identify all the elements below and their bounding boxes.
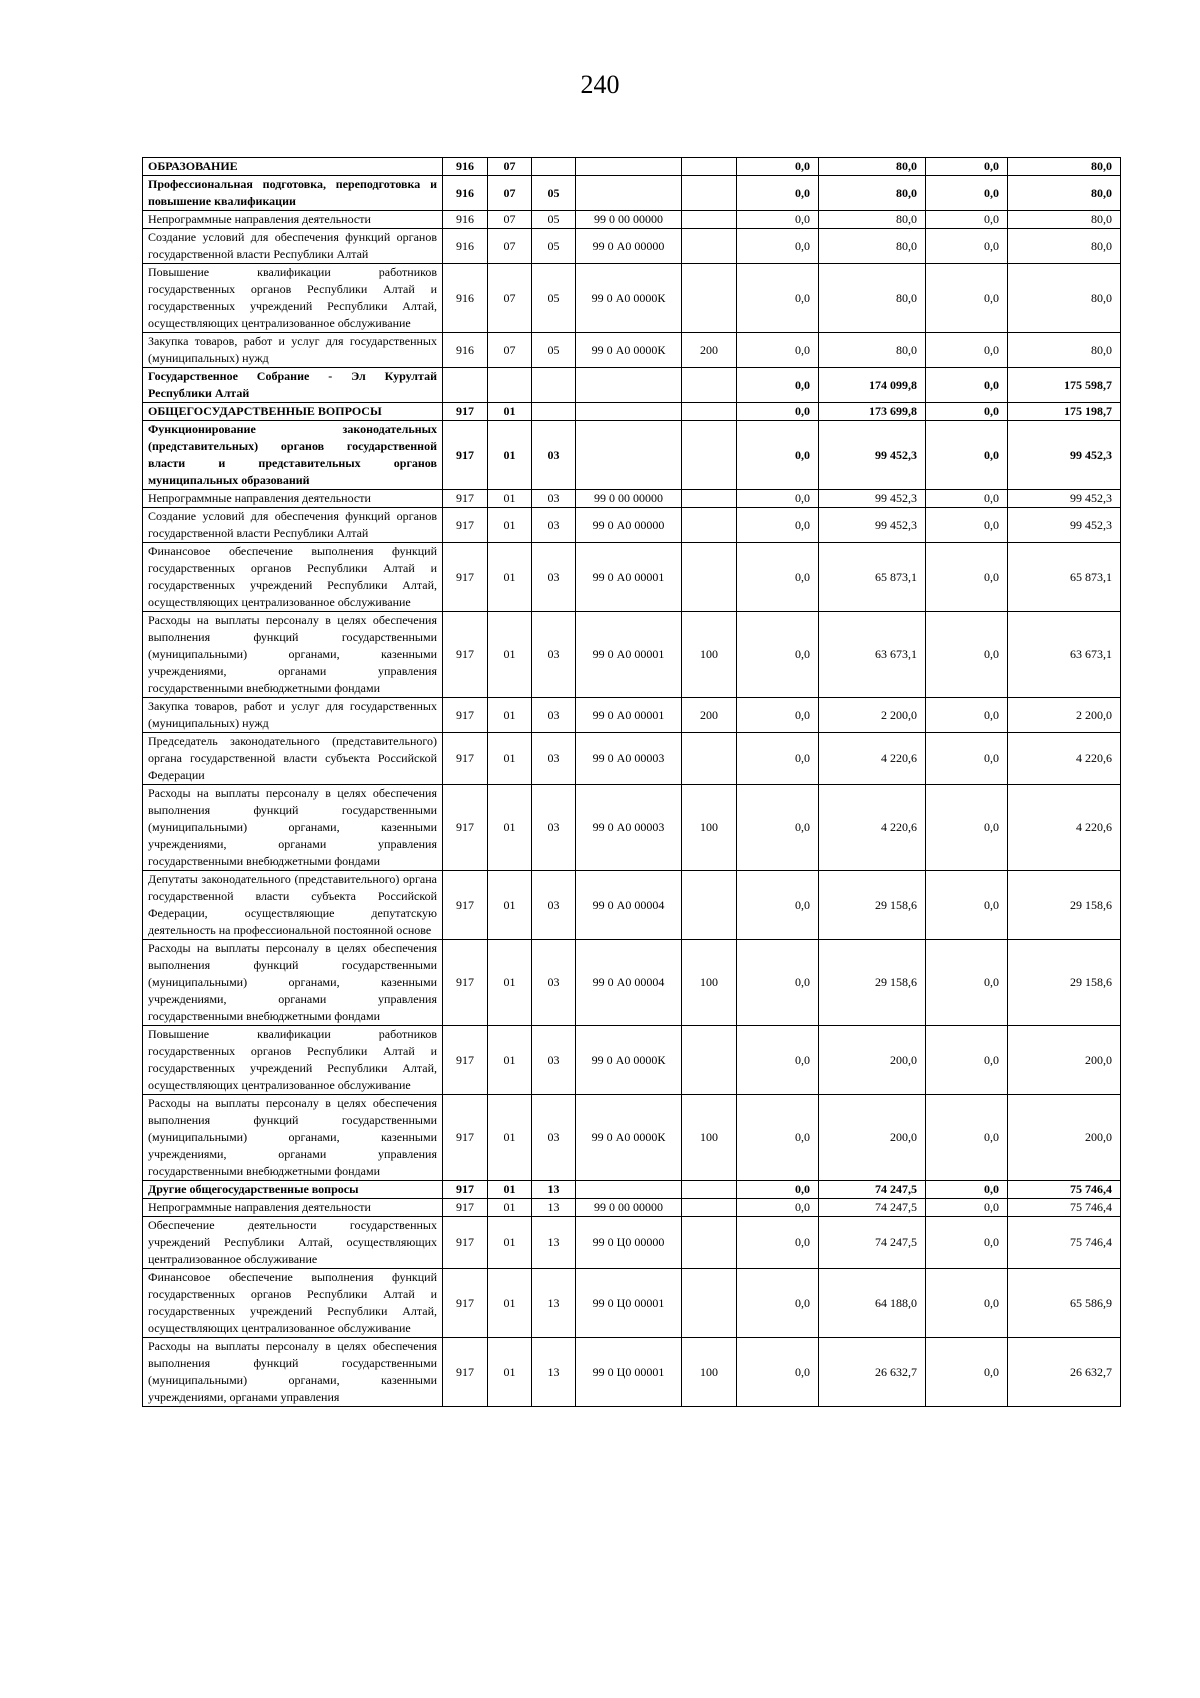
row-name: Создание условий для обеспечения функций органов государственной власти Республики Алтай bbox=[143, 229, 443, 264]
amount-col-3: 0,0 bbox=[926, 229, 1008, 264]
row-name: ОБЩЕГОСУДАРСТВЕННЫЕ ВОПРОСЫ bbox=[143, 403, 443, 421]
amount-col-1: 0,0 bbox=[737, 543, 819, 612]
admin-code: 917 bbox=[443, 1199, 488, 1217]
amount-col-2: 200,0 bbox=[819, 1026, 926, 1095]
amount-col-4: 65 873,1 bbox=[1008, 543, 1121, 612]
row-name: Закупка товаров, работ и услуг для государственных (муниципальных) нужд bbox=[143, 698, 443, 733]
row-name: Расходы на выплаты персоналу в целях обеспечения выполнения функций государственными (муниципальными) органами, казенными учреждениями, органами управления государственными внебюджетными фондами bbox=[143, 785, 443, 871]
row-name: Расходы на выплаты персоналу в целях обеспечения выполнения функций государственными (муниципальными) органами, казенными учреждениями, органами управления государственными внебюджетными фондами bbox=[143, 1095, 443, 1181]
section-code: 01 bbox=[488, 612, 532, 698]
row-name: Расходы на выплаты персоналу в целях обеспечения выполнения функций государственными (муниципальными) органами, казенными учреждениями, органами управления государственными внебюджетными фондами bbox=[143, 940, 443, 1026]
expense-type-code bbox=[682, 1181, 737, 1199]
amount-col-2: 63 673,1 bbox=[819, 612, 926, 698]
subsection-code: 13 bbox=[532, 1217, 576, 1269]
amount-col-2: 4 220,6 bbox=[819, 785, 926, 871]
amount-col-1: 0,0 bbox=[737, 508, 819, 543]
amount-col-4: 175 198,7 bbox=[1008, 403, 1121, 421]
amount-col-4: 99 452,3 bbox=[1008, 508, 1121, 543]
table-row bbox=[143, 733, 1121, 785]
target-item-code bbox=[576, 368, 682, 403]
subsection-code: 03 bbox=[532, 612, 576, 698]
target-item-code bbox=[576, 176, 682, 211]
admin-code: 917 bbox=[443, 785, 488, 871]
amount-col-2: 99 452,3 bbox=[819, 421, 926, 490]
section-code: 07 bbox=[488, 211, 532, 229]
section-code: 01 bbox=[488, 490, 532, 508]
admin-code: 917 bbox=[443, 1181, 488, 1199]
expense-type-code bbox=[682, 733, 737, 785]
row-name: Повышение квалификации работников государственных органов Республики Алтай и государственных учреждений Республики Алтай, осуществляющих централизованное обслуживание bbox=[143, 1026, 443, 1095]
row-name: Финансовое обеспечение выполнения функций государственных органов Республики Алтай и государственных учреждений Республики Алтай, осуществляющих централизованное обслуживание bbox=[143, 1269, 443, 1338]
subsection-code bbox=[532, 158, 576, 176]
amount-col-4: 29 158,6 bbox=[1008, 940, 1121, 1026]
expense-type-code bbox=[682, 211, 737, 229]
table-row bbox=[143, 1026, 1121, 1095]
expense-type-code bbox=[682, 1199, 737, 1217]
table-row bbox=[143, 368, 1121, 403]
amount-col-4: 75 746,4 bbox=[1008, 1199, 1121, 1217]
table-row bbox=[143, 1269, 1121, 1338]
amount-col-3: 0,0 bbox=[926, 871, 1008, 940]
amount-col-2: 174 099,8 bbox=[819, 368, 926, 403]
amount-col-1: 0,0 bbox=[737, 368, 819, 403]
subsection-code: 05 bbox=[532, 264, 576, 333]
table-row bbox=[143, 612, 1121, 698]
table-row bbox=[143, 508, 1121, 543]
target-item-code: 99 0 А0 00003 bbox=[576, 785, 682, 871]
amount-col-2: 80,0 bbox=[819, 229, 926, 264]
amount-col-3: 0,0 bbox=[926, 1338, 1008, 1407]
amount-col-2: 74 247,5 bbox=[819, 1199, 926, 1217]
row-name: Непрограммные направления деятельности bbox=[143, 211, 443, 229]
amount-col-3: 0,0 bbox=[926, 158, 1008, 176]
section-code: 01 bbox=[488, 698, 532, 733]
amount-col-2: 80,0 bbox=[819, 176, 926, 211]
amount-col-2: 80,0 bbox=[819, 158, 926, 176]
admin-code: 917 bbox=[443, 543, 488, 612]
amount-col-1: 0,0 bbox=[737, 871, 819, 940]
amount-col-4: 80,0 bbox=[1008, 229, 1121, 264]
section-code: 01 bbox=[488, 785, 532, 871]
section-code: 01 bbox=[488, 733, 532, 785]
row-name: Непрограммные направления деятельности bbox=[143, 490, 443, 508]
expense-type-code bbox=[682, 490, 737, 508]
subsection-code: 03 bbox=[532, 421, 576, 490]
admin-code: 916 bbox=[443, 158, 488, 176]
amount-col-1: 0,0 bbox=[737, 612, 819, 698]
amount-col-1: 0,0 bbox=[737, 490, 819, 508]
subsection-code: 13 bbox=[532, 1338, 576, 1407]
expense-type-code bbox=[682, 1026, 737, 1095]
section-code: 01 bbox=[488, 1026, 532, 1095]
amount-col-4: 200,0 bbox=[1008, 1095, 1121, 1181]
amount-col-1: 0,0 bbox=[737, 421, 819, 490]
target-item-code: 99 0 Ц0 00001 bbox=[576, 1269, 682, 1338]
amount-col-2: 74 247,5 bbox=[819, 1181, 926, 1199]
row-name: Профессиональная подготовка, переподготовка и повышение квалификации bbox=[143, 176, 443, 211]
table-row bbox=[143, 543, 1121, 612]
table-row bbox=[143, 176, 1121, 211]
subsection-code: 03 bbox=[532, 698, 576, 733]
target-item-code: 99 0 А0 00004 bbox=[576, 871, 682, 940]
row-name: Повышение квалификации работников государственных органов Республики Алтай и государственных учреждений Республики Алтай, осуществляющих централизованное обслуживание bbox=[143, 264, 443, 333]
expense-type-code: 100 bbox=[682, 1338, 737, 1407]
amount-col-3: 0,0 bbox=[926, 1095, 1008, 1181]
admin-code: 917 bbox=[443, 403, 488, 421]
amount-col-3: 0,0 bbox=[926, 211, 1008, 229]
row-name: Депутаты законодательного (представительного) органа государственной власти субъекта Российской Федерации, осуществляющие депутатскую деятельность на профессиональной постоянной основе bbox=[143, 871, 443, 940]
admin-code: 917 bbox=[443, 612, 488, 698]
expense-type-code bbox=[682, 421, 737, 490]
amount-col-2: 173 699,8 bbox=[819, 403, 926, 421]
target-item-code: 99 0 Ц0 00001 bbox=[576, 1338, 682, 1407]
table-row bbox=[143, 1338, 1121, 1407]
page-number: 240 bbox=[580, 70, 620, 99]
amount-col-1: 0,0 bbox=[737, 158, 819, 176]
amount-col-2: 200,0 bbox=[819, 1095, 926, 1181]
expense-type-code: 200 bbox=[682, 698, 737, 733]
amount-col-2: 99 452,3 bbox=[819, 490, 926, 508]
amount-col-2: 64 188,0 bbox=[819, 1269, 926, 1338]
amount-col-1: 0,0 bbox=[737, 1095, 819, 1181]
amount-col-3: 0,0 bbox=[926, 1217, 1008, 1269]
amount-col-4: 80,0 bbox=[1008, 176, 1121, 211]
amount-col-2: 74 247,5 bbox=[819, 1217, 926, 1269]
amount-col-4: 80,0 bbox=[1008, 158, 1121, 176]
table-row bbox=[143, 698, 1121, 733]
target-item-code: 99 0 А0 00004 bbox=[576, 940, 682, 1026]
subsection-code: 03 bbox=[532, 871, 576, 940]
admin-code: 916 bbox=[443, 176, 488, 211]
amount-col-4: 99 452,3 bbox=[1008, 421, 1121, 490]
target-item-code: 99 0 00 00000 bbox=[576, 211, 682, 229]
expense-type-code bbox=[682, 1217, 737, 1269]
subsection-code: 05 bbox=[532, 176, 576, 211]
target-item-code: 99 0 А0 00000 bbox=[576, 508, 682, 543]
amount-col-3: 0,0 bbox=[926, 940, 1008, 1026]
amount-col-1: 0,0 bbox=[737, 1269, 819, 1338]
amount-col-4: 63 673,1 bbox=[1008, 612, 1121, 698]
subsection-code: 03 bbox=[532, 508, 576, 543]
target-item-code: 99 0 00 00000 bbox=[576, 490, 682, 508]
table-row bbox=[143, 264, 1121, 333]
expense-type-code: 100 bbox=[682, 785, 737, 871]
amount-col-4: 4 220,6 bbox=[1008, 733, 1121, 785]
row-name: Непрограммные направления деятельности bbox=[143, 1199, 443, 1217]
admin-code: 916 bbox=[443, 264, 488, 333]
target-item-code: 99 0 А0 0000К bbox=[576, 264, 682, 333]
section-code: 01 bbox=[488, 1217, 532, 1269]
amount-col-3: 0,0 bbox=[926, 785, 1008, 871]
subsection-code: 13 bbox=[532, 1199, 576, 1217]
section-code: 01 bbox=[488, 1199, 532, 1217]
target-item-code: 99 0 00 00000 bbox=[576, 1199, 682, 1217]
target-item-code: 99 0 А0 0000К bbox=[576, 1095, 682, 1181]
amount-col-3: 0,0 bbox=[926, 1181, 1008, 1199]
admin-code: 917 bbox=[443, 698, 488, 733]
expense-type-code bbox=[682, 508, 737, 543]
section-code: 01 bbox=[488, 1269, 532, 1338]
table-row bbox=[143, 333, 1121, 368]
amount-col-3: 0,0 bbox=[926, 612, 1008, 698]
table-row bbox=[143, 211, 1121, 229]
admin-code: 917 bbox=[443, 1217, 488, 1269]
target-item-code: 99 0 А0 00001 bbox=[576, 612, 682, 698]
table-row bbox=[143, 1217, 1121, 1269]
amount-col-3: 0,0 bbox=[926, 698, 1008, 733]
row-name: Функционирование законодательных (представительных) органов государственной власти и представительных органов муниципальных образований bbox=[143, 421, 443, 490]
amount-col-3: 0,0 bbox=[926, 1026, 1008, 1095]
target-item-code: 99 0 А0 00001 bbox=[576, 698, 682, 733]
amount-col-4: 75 746,4 bbox=[1008, 1181, 1121, 1199]
subsection-code: 05 bbox=[532, 229, 576, 264]
amount-col-4: 80,0 bbox=[1008, 211, 1121, 229]
subsection-code: 05 bbox=[532, 333, 576, 368]
amount-col-4: 75 746,4 bbox=[1008, 1217, 1121, 1269]
subsection-code: 13 bbox=[532, 1269, 576, 1338]
admin-code: 916 bbox=[443, 333, 488, 368]
amount-col-1: 0,0 bbox=[737, 176, 819, 211]
amount-col-3: 0,0 bbox=[926, 1199, 1008, 1217]
subsection-code: 03 bbox=[532, 785, 576, 871]
table-row bbox=[143, 421, 1121, 490]
row-name: Создание условий для обеспечения функций органов государственной власти Республики Алтай bbox=[143, 508, 443, 543]
table-row bbox=[143, 785, 1121, 871]
section-code: 01 bbox=[488, 1338, 532, 1407]
amount-col-3: 0,0 bbox=[926, 403, 1008, 421]
amount-col-4: 99 452,3 bbox=[1008, 490, 1121, 508]
table-row bbox=[143, 490, 1121, 508]
subsection-code bbox=[532, 368, 576, 403]
admin-code: 917 bbox=[443, 871, 488, 940]
amount-col-1: 0,0 bbox=[737, 733, 819, 785]
amount-col-2: 80,0 bbox=[819, 264, 926, 333]
amount-col-1: 0,0 bbox=[737, 940, 819, 1026]
admin-code: 917 bbox=[443, 490, 488, 508]
target-item-code: 99 0 А0 00001 bbox=[576, 543, 682, 612]
expense-type-code: 100 bbox=[682, 940, 737, 1026]
target-item-code: 99 0 А0 00003 bbox=[576, 733, 682, 785]
expense-type-code bbox=[682, 158, 737, 176]
admin-code: 917 bbox=[443, 421, 488, 490]
amount-col-1: 0,0 bbox=[737, 698, 819, 733]
amount-col-4: 80,0 bbox=[1008, 264, 1121, 333]
amount-col-3: 0,0 bbox=[926, 176, 1008, 211]
section-code: 07 bbox=[488, 176, 532, 211]
table-row bbox=[143, 229, 1121, 264]
amount-col-2: 29 158,6 bbox=[819, 940, 926, 1026]
table-row bbox=[143, 1181, 1121, 1199]
expense-type-code bbox=[682, 871, 737, 940]
subsection-code: 03 bbox=[532, 940, 576, 1026]
section-code: 07 bbox=[488, 333, 532, 368]
amount-col-4: 200,0 bbox=[1008, 1026, 1121, 1095]
amount-col-2: 65 873,1 bbox=[819, 543, 926, 612]
amount-col-4: 175 598,7 bbox=[1008, 368, 1121, 403]
amount-col-3: 0,0 bbox=[926, 490, 1008, 508]
admin-code bbox=[443, 368, 488, 403]
section-code: 07 bbox=[488, 229, 532, 264]
amount-col-2: 29 158,6 bbox=[819, 871, 926, 940]
section-code: 01 bbox=[488, 508, 532, 543]
admin-code: 917 bbox=[443, 508, 488, 543]
amount-col-4: 65 586,9 bbox=[1008, 1269, 1121, 1338]
row-name: Обеспечение деятельности государственных учреждений Республики Алтай, осуществляющих централизованное обслуживание bbox=[143, 1217, 443, 1269]
amount-col-4: 4 220,6 bbox=[1008, 785, 1121, 871]
amount-col-4: 80,0 bbox=[1008, 333, 1121, 368]
amount-col-2: 80,0 bbox=[819, 333, 926, 368]
amount-col-4: 29 158,6 bbox=[1008, 871, 1121, 940]
row-name: Государственное Собрание - Эл Курултай Республики Алтай bbox=[143, 368, 443, 403]
section-code: 01 bbox=[488, 940, 532, 1026]
budget-table bbox=[142, 157, 1121, 1407]
amount-col-3: 0,0 bbox=[926, 368, 1008, 403]
amount-col-4: 2 200,0 bbox=[1008, 698, 1121, 733]
amount-col-1: 0,0 bbox=[737, 1338, 819, 1407]
table-row bbox=[143, 940, 1121, 1026]
section-code: 01 bbox=[488, 1181, 532, 1199]
admin-code: 917 bbox=[443, 940, 488, 1026]
section-code: 01 bbox=[488, 421, 532, 490]
expense-type-code bbox=[682, 264, 737, 333]
amount-col-4: 26 632,7 bbox=[1008, 1338, 1121, 1407]
target-item-code: 99 0 А0 0000К bbox=[576, 333, 682, 368]
subsection-code: 13 bbox=[532, 1181, 576, 1199]
amount-col-3: 0,0 bbox=[926, 264, 1008, 333]
row-name: Другие общегосударственные вопросы bbox=[143, 1181, 443, 1199]
row-name: Закупка товаров, работ и услуг для государственных (муниципальных) нужд bbox=[143, 333, 443, 368]
admin-code: 917 bbox=[443, 1095, 488, 1181]
section-code: 07 bbox=[488, 158, 532, 176]
amount-col-2: 2 200,0 bbox=[819, 698, 926, 733]
section-code: 01 bbox=[488, 1095, 532, 1181]
admin-code: 916 bbox=[443, 229, 488, 264]
amount-col-3: 0,0 bbox=[926, 333, 1008, 368]
table-row bbox=[143, 1199, 1121, 1217]
amount-col-3: 0,0 bbox=[926, 508, 1008, 543]
row-name: Финансовое обеспечение выполнения функций государственных органов Республики Алтай и государственных учреждений Республики Алтай, осуществляющих централизованное обслуживание bbox=[143, 543, 443, 612]
expense-type-code bbox=[682, 1269, 737, 1338]
subsection-code: 03 bbox=[532, 543, 576, 612]
amount-col-1: 0,0 bbox=[737, 229, 819, 264]
target-item-code bbox=[576, 158, 682, 176]
row-name: ОБРАЗОВАНИЕ bbox=[143, 158, 443, 176]
target-item-code: 99 0 А0 0000К bbox=[576, 1026, 682, 1095]
subsection-code: 03 bbox=[532, 490, 576, 508]
expense-type-code bbox=[682, 543, 737, 612]
section-code bbox=[488, 368, 532, 403]
expense-type-code bbox=[682, 403, 737, 421]
section-code: 01 bbox=[488, 403, 532, 421]
subsection-code: 03 bbox=[532, 1095, 576, 1181]
amount-col-1: 0,0 bbox=[737, 1026, 819, 1095]
section-code: 01 bbox=[488, 543, 532, 612]
amount-col-1: 0,0 bbox=[737, 1181, 819, 1199]
admin-code: 916 bbox=[443, 211, 488, 229]
amount-col-1: 0,0 bbox=[737, 333, 819, 368]
section-code: 01 bbox=[488, 871, 532, 940]
expense-type-code: 100 bbox=[682, 612, 737, 698]
amount-col-3: 0,0 bbox=[926, 1269, 1008, 1338]
section-code: 07 bbox=[488, 264, 532, 333]
table-row bbox=[143, 403, 1121, 421]
target-item-code: 99 0 Ц0 00000 bbox=[576, 1217, 682, 1269]
row-name: Расходы на выплаты персоналу в целях обеспечения выполнения функций государственными (муниципальными) органами, казенными учреждениями, органами управления bbox=[143, 1338, 443, 1407]
expense-type-code bbox=[682, 368, 737, 403]
subsection-code: 03 bbox=[532, 733, 576, 785]
subsection-code bbox=[532, 403, 576, 421]
table-row bbox=[143, 158, 1121, 176]
amount-col-2: 4 220,6 bbox=[819, 733, 926, 785]
target-item-code bbox=[576, 1181, 682, 1199]
amount-col-2: 26 632,7 bbox=[819, 1338, 926, 1407]
row-name: Председатель законодательного (представительного) органа государственной власти субъекта Российской Федерации bbox=[143, 733, 443, 785]
row-name: Расходы на выплаты персоналу в целях обеспечения выполнения функций государственными (муниципальными) органами, казенными учреждениями, органами управления государственными внебюджетными фондами bbox=[143, 612, 443, 698]
expense-type-code: 200 bbox=[682, 333, 737, 368]
amount-col-1: 0,0 bbox=[737, 403, 819, 421]
amount-col-2: 99 452,3 bbox=[819, 508, 926, 543]
subsection-code: 03 bbox=[532, 1026, 576, 1095]
table-row bbox=[143, 871, 1121, 940]
amount-col-1: 0,0 bbox=[737, 1199, 819, 1217]
expense-type-code bbox=[682, 229, 737, 264]
table-body bbox=[143, 158, 1121, 1407]
subsection-code: 05 bbox=[532, 211, 576, 229]
amount-col-3: 0,0 bbox=[926, 733, 1008, 785]
target-item-code bbox=[576, 403, 682, 421]
amount-col-3: 0,0 bbox=[926, 543, 1008, 612]
amount-col-3: 0,0 bbox=[926, 421, 1008, 490]
admin-code: 917 bbox=[443, 733, 488, 785]
admin-code: 917 bbox=[443, 1026, 488, 1095]
expense-type-code bbox=[682, 176, 737, 211]
amount-col-1: 0,0 bbox=[737, 1217, 819, 1269]
table-row bbox=[143, 1095, 1121, 1181]
amount-col-1: 0,0 bbox=[737, 211, 819, 229]
admin-code: 917 bbox=[443, 1269, 488, 1338]
amount-col-1: 0,0 bbox=[737, 785, 819, 871]
target-item-code bbox=[576, 421, 682, 490]
expense-type-code: 100 bbox=[682, 1095, 737, 1181]
amount-col-2: 80,0 bbox=[819, 211, 926, 229]
target-item-code: 99 0 А0 00000 bbox=[576, 229, 682, 264]
admin-code: 917 bbox=[443, 1338, 488, 1407]
amount-col-1: 0,0 bbox=[737, 264, 819, 333]
